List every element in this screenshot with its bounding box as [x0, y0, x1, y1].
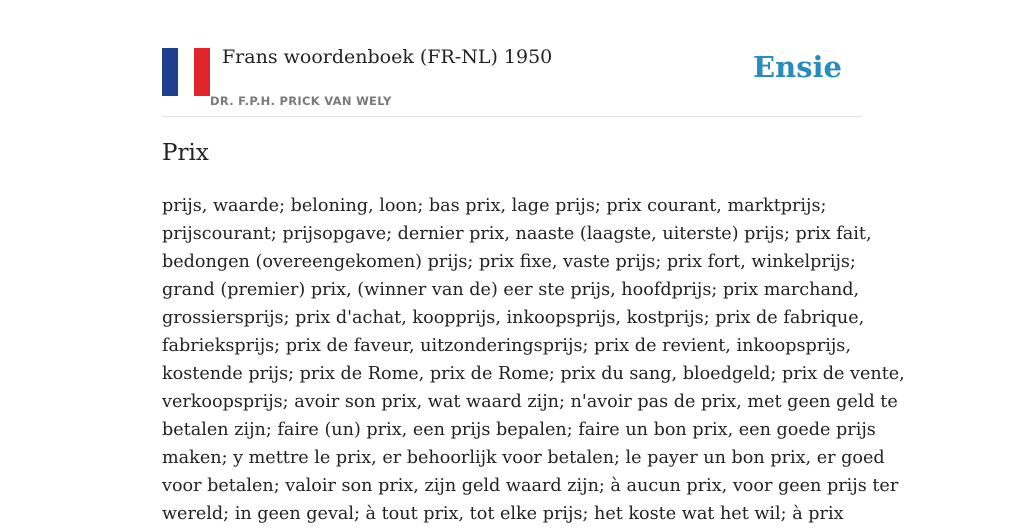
definition-line: prijs, waarde; beloning, loon; bas prix, lage prijs; prix courant, marktprijs;: [162, 196, 827, 216]
content-container: [162, 0, 905, 524]
definition-line: grossiersprijs; prix d'achat, koopprijs, inkoopsprijs, kostprijs; prix de fabrique,: [162, 308, 865, 328]
flag-stripe-blue: [162, 48, 178, 96]
definition-line: voor betalen; valoir son prix, zijn geld waard zijn; à aucun prix, voor geen prijs ter: [162, 476, 899, 496]
entry-headword: Prix: [162, 140, 209, 166]
definition-line: bedongen (overeengekomen) prijs; prix fixe, vaste prijs; prix fort, winkelprijs;: [162, 252, 856, 272]
ensie-logo-link[interactable]: Ensie: [753, 50, 842, 84]
definition-line: betalen zijn; faire (un) prix, een prijs bepalen; faire un bon prix, een goede prijs: [162, 420, 876, 440]
flag-stripe-red: [194, 48, 210, 96]
entry-definition: [162, 192, 905, 528]
definition-line: wereld; in geen geval; à tout prix, tot elke prijs; het koste wat het wil; à prix: [162, 504, 844, 524]
flag-stripe-white: [178, 48, 194, 96]
dictionary-author: DR. F.P.H. PRICK VAN WELY: [210, 94, 392, 108]
definition-line: fabrieksprijs; prix de faveur, uitzonderingsprijs; prix de revient, inkoopsprijs,: [162, 336, 851, 356]
definition-line: prijscourant; prijsopgave; dernier prix, naaste (laagste, uiterste) prijs; prix fait,: [162, 224, 872, 244]
french-flag-icon: [162, 48, 210, 96]
definition-line: kostende prijs; prix de Rome, prix de Rome; prix du sang, bloedgeld; prix de vente,: [162, 364, 905, 384]
definition-line: maken; y mettre le prix, er behoorlijk voor betalen; le payer un bon prix, er goed: [162, 448, 885, 468]
definition-line: verkoopsprijs; avoir son prix, wat waard zijn; n'avoir pas de prix, met geen geld te: [162, 392, 898, 412]
dictionary-title[interactable]: Frans woordenboek (FR-NL) 1950: [222, 46, 553, 68]
dictionary-header: [162, 0, 862, 117]
definition-line: grand (premier) prix, (winner van de) eer ste prijs, hoofdprijs; prix marchand,: [162, 280, 860, 300]
